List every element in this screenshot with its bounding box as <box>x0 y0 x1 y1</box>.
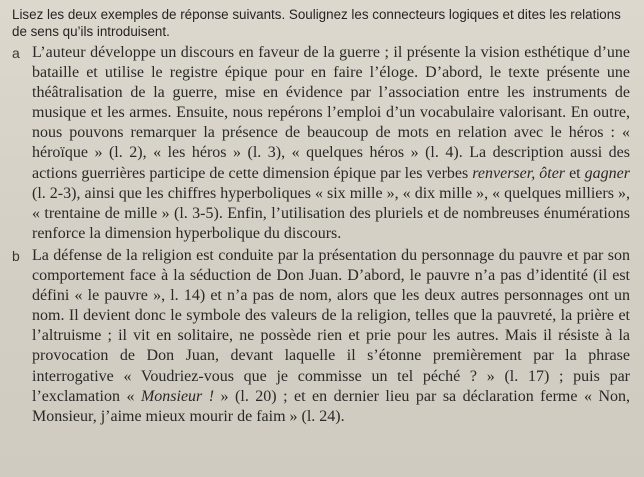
answer-b-segment: La défense de la religion est conduite par la présentation du personnage du pauvre et par son comportement face à la séduction de Don Juan. D’abord, le pauvre n’a pas d’identité (il est défini « le pauvre », l. 14) et n’a pas de nom, alors que les deux autres personnages ont un nom. Il devient donc le symbole des valeurs de la religion, telles que la pauvreté, la prière et l’altruisme ; il vit en solitaire, ne possède rien et prie pour les autres. Mais il résiste à la provocation de Don Juan, devant laquelle il s’étonne premièrement par la phrase interrogative « Voudriez-vous que je commisse un tel péché ? » (l. 17) ; puis par l’exclamation « <box>32 246 630 405</box>
answer-example-a <box>12 43 630 244</box>
exercise-instruction: Lisez les deux exemples de réponse suivants. Soulignez les connecteurs logiques et dites les relations de sens qu’ils introduisent. <box>12 7 621 39</box>
answer-b-text <box>32 247 630 425</box>
answer-b-segment: » (l. 20) ; et en dernier lieu par sa déclaration ferme « Non, Monsieur, j’aime mieux mourir de faim » (l. 24). <box>32 387 631 425</box>
answer-a-text <box>32 44 630 242</box>
item-marker-a: a <box>12 45 20 61</box>
answer-a-segment: (l. 2-3), ainsi que les chiffres hyperboliques « six mille », « dix mille », « quelques milliers », « trentaine de mille » (l. 3-5). Enfin, l’utilisation des pluriels et de nombreuses énumérations renforce la dimension hyperbolique du discours. <box>32 184 630 242</box>
item-marker-b: b <box>12 247 20 264</box>
answer-b-italic-exclamation: Monsieur ! <box>140 387 215 405</box>
answer-example-b <box>12 246 630 427</box>
answer-a-italic-verb: gagner <box>584 164 630 182</box>
answer-a-segment: et <box>565 164 585 182</box>
answer-a-segment: L’auteur développe un discours en faveur de la guerre ; il présente la vision esthétique d’une bataille et utilise le registre épique pour en faire l’éloge. D’abord, le texte présente une théâtralisation de la guerre, mise en évidence par l’association entre les instruments de musique et les armes. Ensuite, nous repérons l’emploi d’un vocabulaire valorisant. En outre, nous pouvons remarquer la présence de beaucoup de mots en relation avec le héros : « héroïque » (l. 2), « les héros » (l. 3), « quelques héros » (l. 4). La description aussi des actions guerrières participe de cette dimension épique par les verbes <box>32 44 630 182</box>
answer-a-italic-verbs: renverser, ôter <box>472 164 566 182</box>
